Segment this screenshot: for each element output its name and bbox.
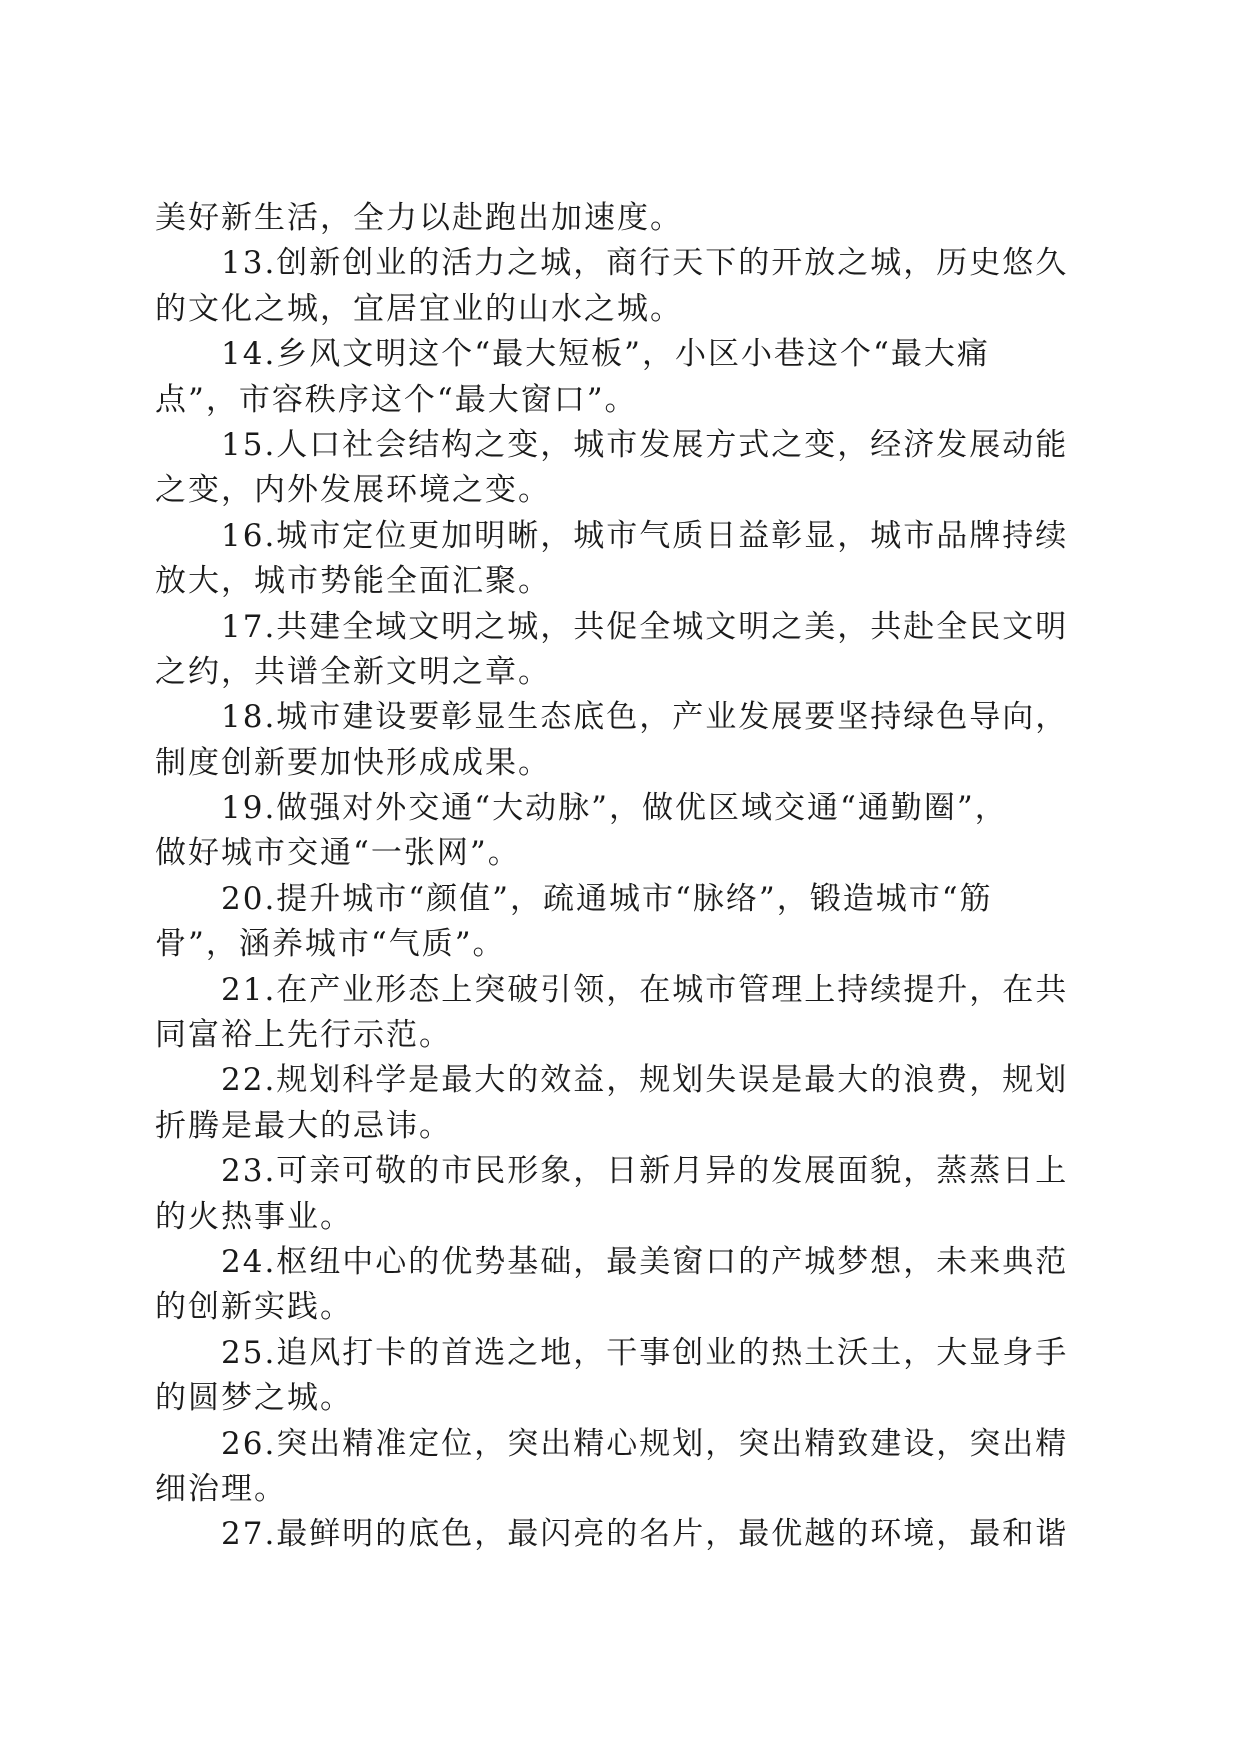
paragraph-continuation-line: 的圆梦之城。: [155, 1380, 353, 1417]
paragraph-first-line: 27.最鲜明的底色，最闪亮的名片，最优越的环境，最和谐: [221, 1516, 1069, 1553]
paragraph-continuation-line: 细治理。: [155, 1470, 287, 1507]
paragraph-first-line: 19.做强对外交通“大动脉”，做优区域交通“通勤圈”，: [221, 790, 1008, 827]
paragraph-continuation-line: 做好城市交通“一张网”。: [155, 835, 521, 872]
paragraph-first-line: 22.规划科学是最大的效益，规划失误是最大的浪费，规划: [221, 1062, 1069, 1099]
paragraph-continuation-line: 骨”，涵养城市“气质”。: [155, 926, 506, 963]
paragraph-first-line: 26.突出精准定位，突出精心规划，突出精致建设，突出精: [221, 1425, 1069, 1462]
paragraph-first-line: 20.提升城市“颜值”，疏通城市“脉络”，锻造城市“筋: [221, 880, 993, 917]
paragraph-continuation-line: 同富裕上先行示范。: [155, 1017, 452, 1054]
paragraph-first-line: 25.追风打卡的首选之地，干事创业的热土沃土，大显身手: [221, 1334, 1069, 1371]
paragraph-first-line: 16.城市定位更加明晰，城市气质日益彰显，城市品牌持续: [221, 517, 1069, 554]
paragraph-first-line: 21.在产业形态上突破引领，在城市管理上持续提升，在共: [221, 971, 1069, 1008]
paragraph-first-line: 17.共建全域文明之城，共促全城文明之美，共赴全民文明: [221, 608, 1069, 645]
paragraph-continuation-line: 折腾是最大的忌讳。: [155, 1107, 452, 1144]
paragraph-continuation-line: 美好新生活，全力以赴跑出加速度。: [155, 200, 683, 236]
paragraph-continuation-line: 制度创新要加快形成成果。: [155, 744, 551, 781]
paragraph-continuation-line: 的创新实践。: [155, 1289, 353, 1326]
paragraph-continuation-line: 点”，市容秩序这个“最大窗口”。: [155, 381, 638, 418]
paragraph-continuation-line: 之约，共谱全新文明之章。: [155, 653, 551, 690]
paragraph-first-line: 18.城市建设要彰显生态底色，产业发展要坚持绿色导向，: [221, 699, 1069, 736]
paragraph-continuation-line: 的文化之城，宜居宜业的山水之城。: [155, 290, 683, 327]
paragraph-first-line: 13.创新创业的活力之城，商行天下的开放之城，历史悠久: [221, 245, 1069, 282]
body-text: [155, 196, 1085, 1558]
paragraph-continuation-line: 之变，内外发展环境之变。: [155, 472, 551, 509]
paragraph-first-line: 14.乡风文明这个“最大短板”，小区小巷这个“最大痛: [221, 336, 990, 373]
paragraph-first-line: 23.可亲可敬的市民形象，日新月异的发展面貌，蒸蒸日上: [221, 1153, 1069, 1190]
paragraph-first-line: 24.枢纽中心的优势基础，最美窗口的产城梦想，未来典范: [221, 1243, 1069, 1280]
paragraph-first-line: 15.人口社会结构之变，城市发展方式之变，经济发展动能: [221, 426, 1069, 463]
paragraph-continuation-line: 放大，城市势能全面汇聚。: [155, 563, 551, 600]
paragraph-continuation-line: 的火热事业。: [155, 1198, 353, 1235]
